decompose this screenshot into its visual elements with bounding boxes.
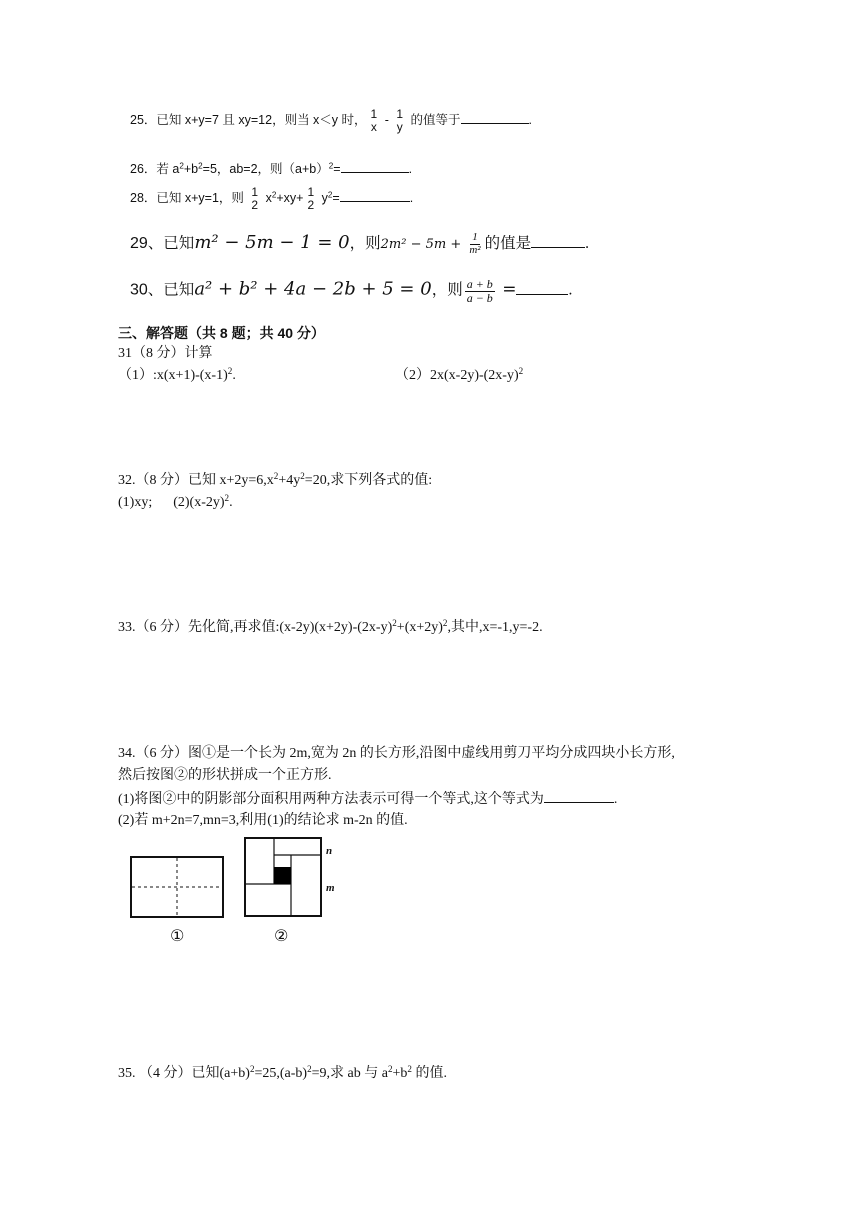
answer-blank[interactable] xyxy=(340,189,410,202)
figure-2-label: ② xyxy=(274,926,289,945)
question-32-parts: (1)xy; $(2)(x-2y)^2$. xyxy=(118,493,233,510)
q30-equation: a² + b² + 4a − 2b + 5 = 0 xyxy=(194,278,432,300)
answer-blank[interactable] xyxy=(341,160,409,173)
question-35: 35. （4 分）已知$(a+b)^2=25,(a-b)^2=9$,求 ab 与 $a^2+b^2$ 的值. xyxy=(118,1064,447,1081)
figure-1-rectangle xyxy=(130,856,224,918)
question-34-line-3: (1)将图②中的阴影部分面积用两种方法表示可得一个等式,这个等式为 . xyxy=(118,792,618,807)
q25-fraction-2: 1 y xyxy=(396,107,404,134)
figure-2-shaded-square xyxy=(274,867,291,884)
question-32: 32.（8 分）已知 $x+2y=6,x^2+4y^2=20$,求下列各式的值: xyxy=(118,471,433,488)
section-heading: 三、解答题（共 8 题；共 40 分） xyxy=(118,325,325,341)
question-34-line-2: 然后按图②的形状拼成一个正方形. xyxy=(118,768,332,783)
q29-expression: 2m² − 5m + xyxy=(380,237,466,252)
question-26: 26．若 $a^2+b^2=5$，ab=2，则$(a+b)^2=$ . xyxy=(130,161,413,176)
figure-2-square xyxy=(244,837,322,917)
question-25: 25．已知 x+y=7 且 xy=12，则当 x＜y 时， 1 x - 1 y 的值等于 . xyxy=(130,107,533,134)
question-34-line-1: 34.（6 分）图①是一个长为 2m,宽为 2n 的长方形,沿图中虚线用剪刀平均分成四块小长方形, xyxy=(118,746,675,761)
answer-blank[interactable] xyxy=(544,790,614,803)
question-34-line-4: (2)若 m+2n=7,mn=3,利用(1)的结论求 m-2n 的值. xyxy=(118,813,408,828)
q25-text: 25．已知 x+y=7 且 xy=12，则当 x＜y 时， xyxy=(130,112,367,127)
question-31-title: 31（8 分）计算 xyxy=(118,346,213,361)
question-33: 33.（6 分）先化简,再求值$:(x-2y)(x+2y)-(2x-y)^2+(x+2y)^2$,其中,x=-1,y=-2. xyxy=(118,618,543,635)
question-31-part-2: $(2)2x(x-2y)-(2x-y)^2$ xyxy=(395,366,524,383)
question-28: 28．已知 x+y=1，则 1 2 $x^2+xy+$ 1 2 $y^2=$ . xyxy=(130,185,414,212)
q25-fraction-1: 1 x xyxy=(370,107,378,134)
figure-2-n-label: n xyxy=(326,845,333,857)
answer-blank[interactable] xyxy=(531,235,585,248)
q28-fraction-2: 1 2 xyxy=(307,185,315,212)
answer-blank[interactable] xyxy=(461,111,529,124)
figure-1-label: ① xyxy=(170,926,185,945)
question-31-part-1: $(1):x(x+1)-(x-1)^2$. xyxy=(118,366,236,383)
question-29: 29、已知m² − 5m − 1 = 0，则2m² − 5m + $\frac{1}{\text{m²}}$ 的值是 . xyxy=(130,231,589,256)
answer-blank[interactable] xyxy=(516,282,568,295)
figure-2-m-label: m xyxy=(326,882,335,894)
q29-fraction: $\frac{1}{\text{m²}}$ xyxy=(469,231,481,256)
q30-fraction: $\frac{a + b}{a - b}$ xyxy=(466,277,493,305)
q29-equation: m² − 5m − 1 = 0 xyxy=(194,232,350,253)
q28-fraction-1: 1 2 xyxy=(251,185,259,212)
question-30: 30、已知a² + b² + 4a − 2b + 5 = 0，则 $\frac{a + b}{a - b}$ = . xyxy=(130,277,573,305)
